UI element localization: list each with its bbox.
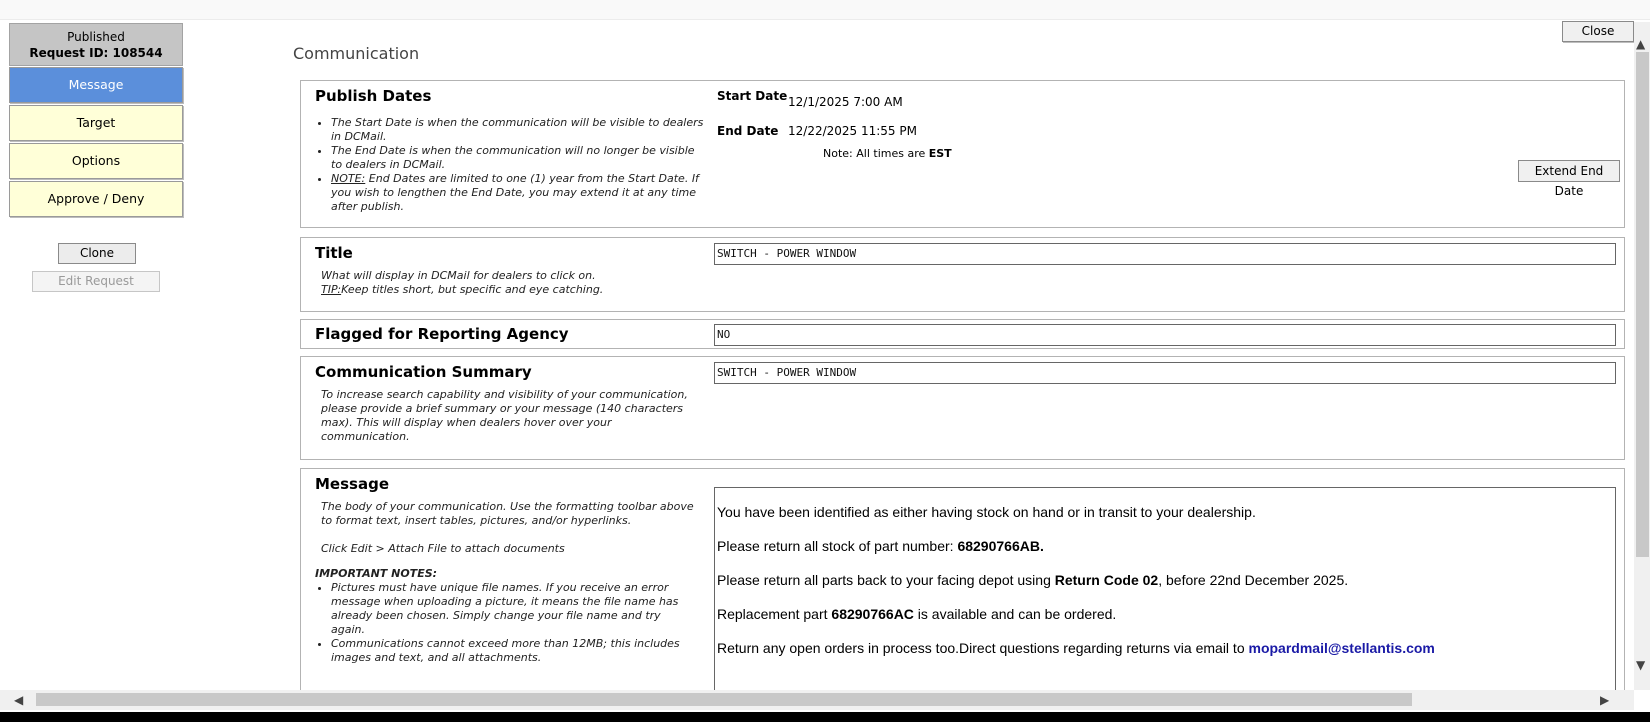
scroll-left-icon[interactable]: ◀ xyxy=(14,693,24,707)
message-text: is available and can be ordered. xyxy=(913,606,1117,622)
title-section-title: Title xyxy=(315,244,353,262)
return-code: Return Code 02 xyxy=(1054,572,1159,588)
message-paragraph xyxy=(717,606,1613,622)
list-item: • Pictures must have unique file names. If you receive an error message when uploading a picture, it means the file name has already been chosen. Simply change your file name and try again. xyxy=(331,581,695,637)
title-tip xyxy=(321,283,603,297)
status-label: Published xyxy=(67,30,125,44)
page-title: Communication xyxy=(293,44,420,63)
part-number-return: 68290766AB. xyxy=(957,538,1044,554)
scroll-down-icon[interactable]: ▼ xyxy=(1636,658,1646,672)
status-box xyxy=(9,23,183,66)
message-text: , before 22nd December 2025. xyxy=(1158,572,1349,588)
nav-target-button[interactable]: Target xyxy=(9,105,183,141)
timezone-note xyxy=(823,147,952,160)
publish-dates-title: Publish Dates xyxy=(315,87,432,105)
end-date-label: End Date xyxy=(717,124,779,138)
message-text: Please return all parts back to your facing depot using xyxy=(717,572,1055,588)
scroll-right-icon[interactable]: ▶ xyxy=(1600,693,1610,707)
clone-button[interactable]: Clone xyxy=(58,243,136,264)
message-section xyxy=(300,468,1625,690)
publish-dates-section xyxy=(300,80,1625,228)
title-input[interactable]: SWITCH - POWER WINDOW xyxy=(714,243,1616,265)
attach-instructions: Click Edit > Attach File to attach documents xyxy=(321,542,565,555)
message-description: The body of your communication. Use the formatting toolbar above to format text, insert tables, pictures, and/or hyperlinks. xyxy=(321,500,694,527)
message-paragraph: You have been identified as either having stock on hand or in transit to your dealership. xyxy=(717,504,1256,520)
nav-options-button[interactable]: Options xyxy=(9,143,183,179)
communication-summary-section xyxy=(300,356,1625,460)
tip-prefix: TIP: xyxy=(321,283,342,296)
flagged-section xyxy=(300,319,1625,349)
email-link[interactable]: mopardmail@stellantis.com xyxy=(1248,640,1435,656)
horizontal-scroll-thumb[interactable] xyxy=(36,693,1412,706)
list-item: • Communications cannot exceed more than 12MB; this includes images and text, and all attachments. xyxy=(331,637,695,665)
bottom-bar xyxy=(0,712,1650,722)
message-editor[interactable] xyxy=(714,487,1616,707)
title-section xyxy=(300,237,1625,312)
message-paragraph xyxy=(717,538,1613,554)
list-item: • The Start Date is when the communication will be visible to dealers in DCMail. xyxy=(331,116,705,144)
nav-message-button[interactable]: Message xyxy=(9,67,183,103)
replacement-part-number: 68290766AC xyxy=(831,606,914,622)
start-date-label: Start Date xyxy=(717,89,788,103)
message-text: Replacement part xyxy=(717,606,832,622)
important-notes-list xyxy=(315,581,695,665)
close-button[interactable]: Close xyxy=(1562,21,1634,42)
list-item xyxy=(331,172,705,214)
top-strip xyxy=(0,0,1650,20)
summary-input[interactable]: SWITCH - POWER WINDOW xyxy=(714,362,1616,384)
request-id: Request ID: 108544 xyxy=(29,46,163,60)
note-prefix: NOTE: xyxy=(331,172,366,185)
summary-title: Communication Summary xyxy=(315,363,532,381)
publish-dates-bullets xyxy=(315,116,705,214)
end-date-value: 12/22/2025 11:55 PM xyxy=(788,124,917,138)
scroll-up-icon[interactable]: ▲ xyxy=(1636,37,1646,51)
flagged-title: Flagged for Reporting Agency xyxy=(315,325,569,343)
start-date-value: 12/1/2025 7:00 AM xyxy=(788,95,903,109)
vertical-scroll-thumb[interactable] xyxy=(1636,52,1649,557)
note-text: End Dates are limited to one (1) year from the Start Date. If you wish to lengthen the End Date, you may extend it at any time after publish. xyxy=(331,172,699,213)
message-title: Message xyxy=(315,475,389,493)
message-paragraph xyxy=(717,572,1613,588)
important-notes-heading: IMPORTANT NOTES: xyxy=(315,567,438,580)
list-item: • The End Date is when the communication will no longer be visible to dealers in DCMail. xyxy=(331,144,705,172)
timezone-note-prefix: Note: All times are xyxy=(823,147,929,160)
flagged-input[interactable]: NO xyxy=(714,324,1616,346)
tip-text: Keep titles short, but specific and eye catching. xyxy=(341,283,604,296)
extend-end-date-button[interactable]: Extend End Date xyxy=(1518,160,1620,182)
message-paragraph xyxy=(717,640,1613,656)
message-text: Return any open orders in process too.Direct questions regarding returns via email to xyxy=(717,640,1249,656)
title-description: What will display in DCMail for dealers to click on. xyxy=(321,269,596,282)
summary-description: To increase search capability and visibility of your communication, please provide a brief summary or your message (140 characters max). This will display when dealers hover over your communication. xyxy=(321,388,688,443)
timezone-value: EST xyxy=(928,147,952,160)
message-text: Please return all stock of part number: xyxy=(717,538,958,554)
nav-approve-deny-button[interactable]: Approve / Deny xyxy=(9,181,183,217)
edit-request-button[interactable]: Edit Request xyxy=(32,271,160,292)
